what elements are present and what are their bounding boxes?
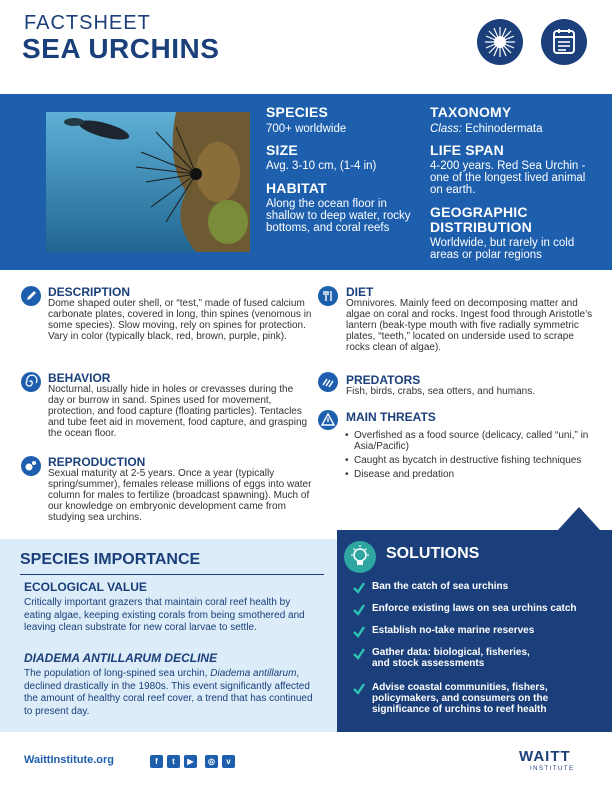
solutions-notch (558, 507, 600, 530)
importance-title: SPECIES IMPORTANCE (20, 551, 201, 568)
vimeo-icon[interactable]: v (222, 755, 235, 768)
threats-list (345, 430, 595, 483)
page-title: SEA URCHINS (22, 33, 220, 64)
lifespan-value: 4-200 years. Red Sea Urchin - one of the longest lived animal on earth. (430, 160, 586, 196)
decline-text (24, 668, 319, 718)
habitat-label: HABITAT (266, 180, 327, 196)
decline-title: DIADEMA ANTILLARUM DECLINE (24, 651, 218, 665)
size-value: Avg. 3-10 cm, (1-4 in) (266, 160, 377, 172)
solution-text: Enforce existing laws on sea urchins catch (372, 603, 577, 614)
lightbulb-icon (344, 541, 376, 573)
warning-icon (318, 410, 338, 430)
taxonomy-class-label: Class: (430, 123, 462, 135)
species-label: SPECIES (266, 104, 329, 120)
factsheet-kicker: FACTSHEET (24, 12, 151, 34)
solution-text: Establish no-take marine reserves (372, 625, 535, 636)
diet-text: Omnivores. Mainly feed on decomposing matter and algae on coral and rocks. Ingest food through Aristotle’s lantern (beak-type mouth with five radially symmetric plates, “teeth,” located on underside used to scrape rocks clean of algae). (346, 298, 593, 353)
threats-title: MAIN THREATS (346, 410, 436, 424)
description-text: Dome shaped outer shell, or “test,” made of fused calcium carbonate plates, covered in long, thin spines (venomous in some species). Slow moving, rely on spines for protection. Vary in color (typically black, red, brown, purple, pink). (48, 298, 312, 342)
list-item: • Overfished as a food source (delicacy, called “uni,” in Asia/Pacific) (345, 430, 595, 452)
facebook-icon[interactable]: f (150, 755, 163, 768)
cells-icon (21, 456, 41, 476)
check-icon (352, 625, 366, 639)
twitter-icon[interactable]: t (167, 755, 180, 768)
ecological-value-title: ECOLOGICAL VALUE (24, 580, 147, 594)
reproduction-text: Sexual maturity at 2-5 years. Once a year (typically spring/summer), females release millions of eggs into water column for males to fertilize (broadcast spawning). Much of our knowledge on embryonic development came from studying sea urchins. (48, 468, 312, 523)
solution-text: Advise coastal communities, fishers, policymakers, and consumers on the significance of urchins to reef health (372, 682, 549, 715)
reproduction-title: REPRODUCTION (48, 455, 146, 469)
diver-urchin-photo (46, 112, 250, 252)
divider (20, 574, 324, 575)
decline-species: Diadema antillarum (210, 668, 297, 679)
taxonomy-value (430, 123, 600, 135)
solution-text: Ban the catch of sea urchins (372, 581, 509, 592)
solution-text: Gather data: biological, fisheries, and stock assessments (372, 647, 530, 669)
pencil-icon (21, 286, 41, 306)
check-icon (352, 581, 366, 595)
list-item: • Disease and predation (345, 469, 595, 480)
size-label: SIZE (266, 142, 298, 158)
check-icon (352, 603, 366, 617)
check-icon (352, 682, 366, 696)
species-value: 700+ worldwide (266, 123, 347, 135)
check-icon (352, 647, 366, 661)
behavior-text: Nocturnal, usually hide in holes or crevasses during the day or burrow in sand. Spines used for movement, protection, and food capture (floating particles). Tentacles and tube feet aid in movement, food capture, and grasping the ocean floor. (48, 384, 308, 439)
decline-text-post: , declined drastically in the 1980s. This event significantly affected the amount of healthy coral reef cover, a trend that has continued to present day. (24, 668, 313, 717)
decline-text-pre: The population of long-spined sea urchin, (24, 668, 208, 679)
fork-knife-icon (318, 286, 338, 306)
predators-title: PREDATORS (346, 373, 421, 387)
diet-title: DIET (346, 285, 374, 299)
waitt-logo-subtitle: INSTITUTE (530, 766, 575, 772)
instagram-icon[interactable]: ◎ (205, 755, 218, 768)
description-title: DESCRIPTION (48, 285, 131, 299)
factsheet-icon (541, 19, 587, 65)
youtube-icon[interactable]: ▶ (184, 755, 197, 768)
solutions-title: SOLUTIONS (386, 545, 480, 562)
header (0, 0, 612, 94)
waitt-logo: WAITT (519, 748, 571, 765)
behavior-title: BEHAVIOR (48, 371, 111, 385)
habitat-value: Along the ocean floor in shallow to deep water, rocky bottoms, and coral reefs (266, 198, 411, 234)
lifespan-label: LIFE SPAN (430, 142, 504, 158)
taxonomy-label: TAXONOMY (430, 104, 512, 120)
sea-urchin-icon (477, 19, 523, 65)
predators-text: Fish, birds, crabs, sea otters, and humans. (346, 386, 535, 397)
website-link[interactable]: WaittInstitute.org (24, 754, 115, 766)
ecological-value-text: Critically important grazers that maintain coral reef health by eating algae, keeping existing corals from being smothered and leaving clean substrate for new coral larvae to settle. (24, 597, 305, 633)
list-item: • Caught as bycatch in destructive fishing techniques (345, 455, 595, 466)
spiral-icon (21, 372, 41, 392)
distribution-value: Worldwide, but rarely in cold areas or polar regions (430, 237, 575, 261)
distribution-label: GEOGRAPHIC DISTRIBUTION (430, 204, 532, 235)
taxonomy-class-value: Echinodermata (465, 123, 543, 135)
claw-marks-icon (318, 372, 338, 392)
